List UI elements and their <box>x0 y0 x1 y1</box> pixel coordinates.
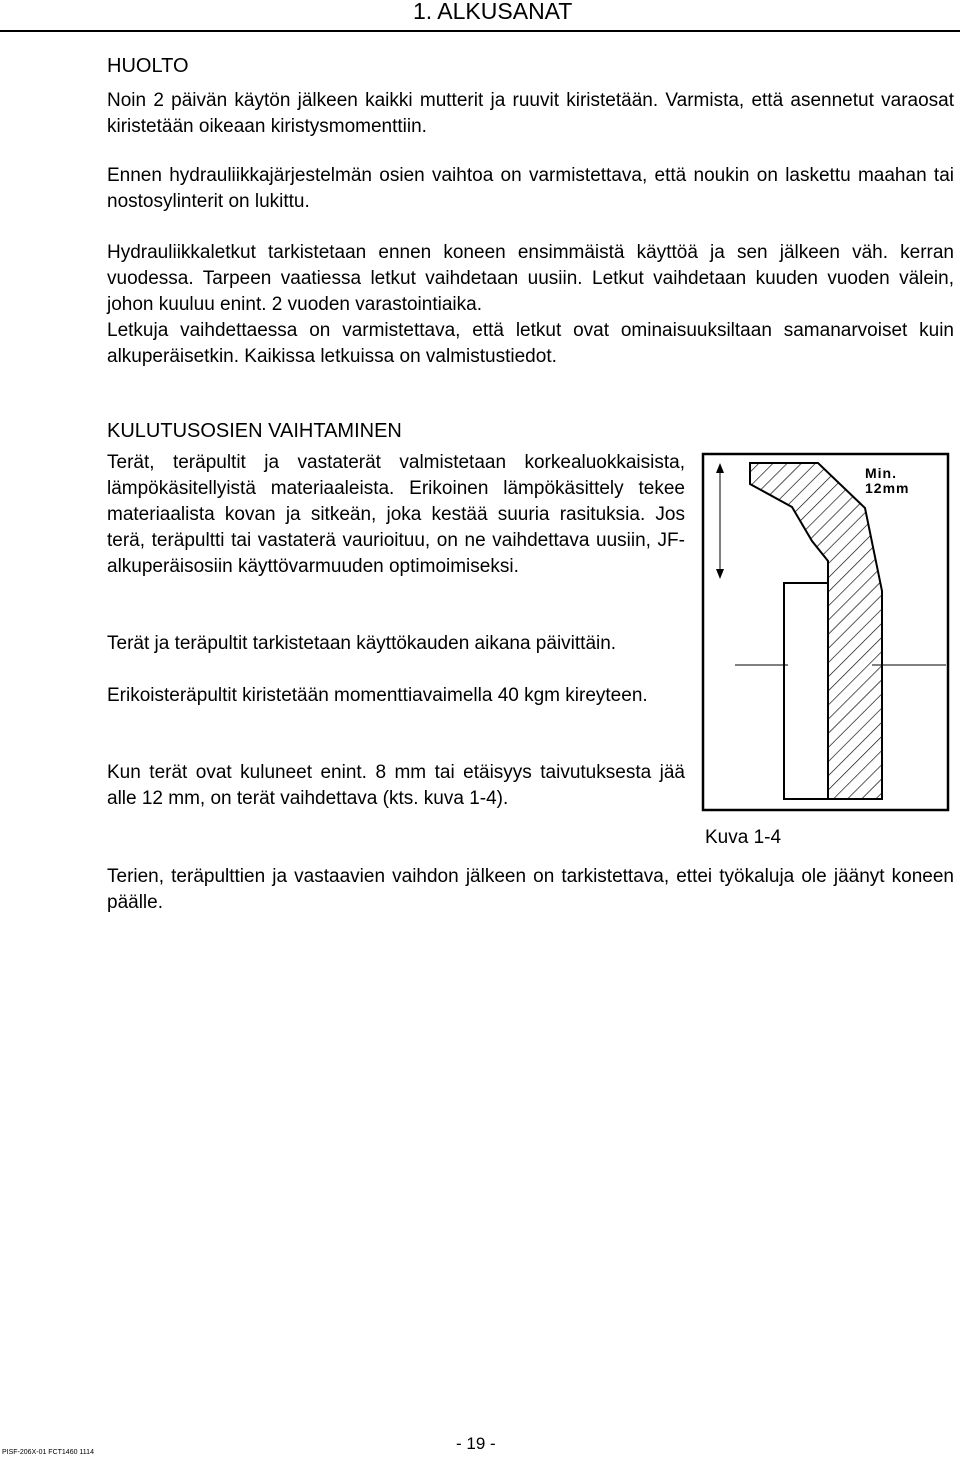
figure-annotation-min: Min. <box>865 465 897 481</box>
chapter-title: 1. ALKUSANAT <box>413 0 573 24</box>
section-heading-kulutusosat: KULUTUSOSIEN VAIHTAMINEN <box>107 420 402 442</box>
paragraph-kulutusosat-1: Terät, teräpultit ja vastaterät valmistetaan korkealuokkaisista, lämpökäsitellyistä materiaaleista. Erikoinen lämpökäsittely tekee materiaalista kovan ja sitkeän, joka kestää suuria rasituksia. Jos terä, teräpultti tai vastaterä vaurioituu, on ne vaihdettava uusiin, JF-alkuperäisosiin käyttövarmuuden optimoimiseksi. <box>107 452 685 577</box>
blade-wear-figure <box>700 451 952 813</box>
paragraph-huolto-3: Hydrauliikkaletkut tarkistetaan ennen koneen ensimmäistä käyttöä ja sen jälkeen väh. kerran vuodessa. Tarpeen vaatiessa letkut vaihdetaan uusiin. Letkut vaihdetaan kuuden vuoden välein, johon kuuluu enint. 2 vuoden varastointiaika. <box>107 242 954 315</box>
paragraph-kulutusosat-5: Terien, teräpulttien ja vastaavien vaihdon jälkeen on tarkistettava, ettei työkaluja ole jäänyt koneen päälle. <box>107 866 954 913</box>
figure-annotation-12mm: 12mm <box>865 480 910 496</box>
paragraph-huolto-2: Ennen hydrauliikkajärjestelmän osien vaihtoa on varmistettava, että noukin on laskettu maahan tai nostosylinterit on lukittu. <box>107 165 954 212</box>
figure-caption: Kuva 1-4 <box>705 827 782 848</box>
section-heading-huolto: HUOLTO <box>107 55 189 77</box>
paragraph-huolto-1: Noin 2 päivän käytön jälkeen kaikki mutterit ja ruuvit kiristetään. Varmista, että asennetut varaosat kiristetään oikeaan kiristysmomenttiin. <box>107 90 954 137</box>
paragraph-kulutusosat-4: Kun terät ovat kuluneet enint. 8 mm tai etäisyys taivutuksesta jää alle 12 mm, on terät vaihdettava (kts. kuva 1-4). <box>107 762 685 809</box>
header-rule <box>0 30 960 32</box>
paragraph-kulutusosat-3: Erikoisteräpultit kiristetään momenttiavaimella 40 kgm kireyteen. <box>107 685 648 706</box>
paragraph-huolto-4: Letkuja vaihdettaessa on varmistettava, että letkut ovat ominaisuuksiltaan samanarvoiset kuin alkuperäisetkin. Kaikissa letkuissa on valmistustiedot. <box>107 320 954 367</box>
paragraph-kulutusosat-2: Terät ja teräpultit tarkistetaan käyttökauden aikana päivittäin. <box>107 633 617 654</box>
page-number: - 19 - <box>456 1434 496 1453</box>
footer-doc-code: PISF-206X-01 FCT1460 1114 <box>2 1449 94 1456</box>
